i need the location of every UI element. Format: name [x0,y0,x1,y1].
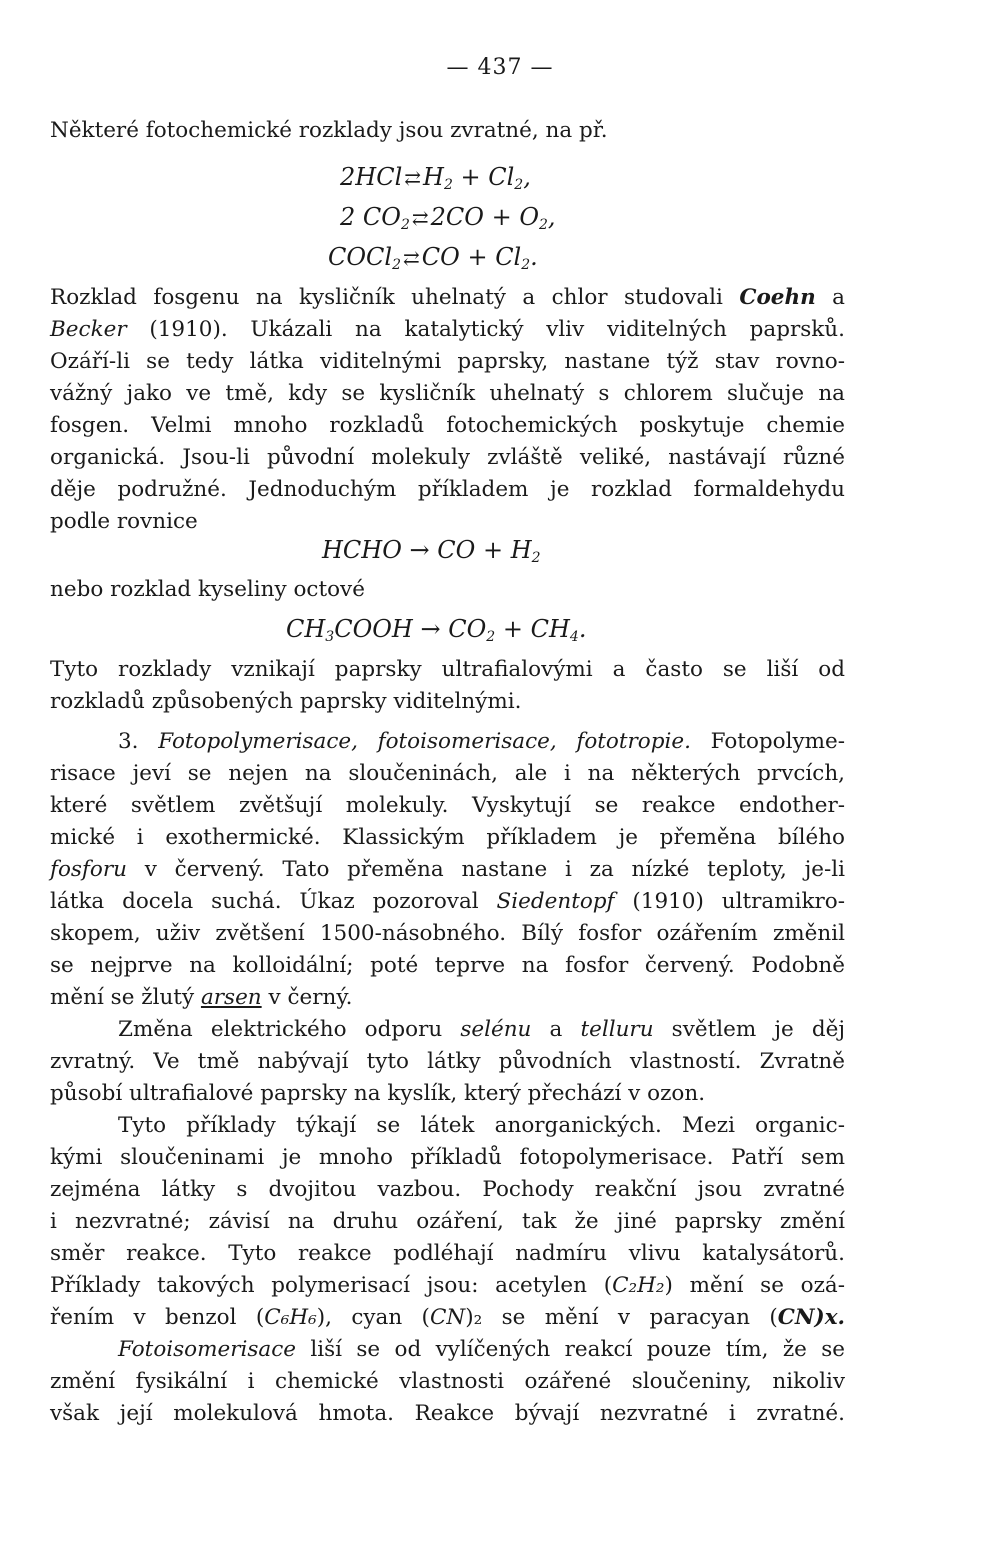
text-line: působí ultrafialové paprsky na kyslík, který přechází v ozon. [50,1081,706,1106]
page-number: — 437 — [446,55,554,80]
text-line: nebo rozklad kyseliny octové [50,577,365,602]
text-line: vážný jako ve tmě, kdy se kysličník uhelnatý s chlorem slučuje na [50,381,845,406]
reversible-arrow-icon: ⇄ [404,166,422,190]
equation-co2: 2 $CO_2$ ⇄2CO + $O_2$, [340,203,556,233]
text-line: zvratný. Ve tmě nabývají tyto látky původních vlastností. Zvratně [50,1049,845,1074]
text-line: směr reakce. Tyto reakce podléhají nadmíru vlivu katalysátorů. [50,1241,845,1266]
text-line: mické i exothermické. Klassickým příkladem je přeměna bílého [50,825,845,850]
text-line: které světlem zvětšují molekuly. Vyskytují se reakce endother- [50,793,845,818]
text-line: podle rovnice [50,509,198,534]
text-line: látka docela suchá. Úkaz pozoroval Siedentopf (1910) ultramikro- [50,889,845,914]
equation-hcho: HCHO → CO + $H_2$ [322,536,541,566]
text-line: rozkladů způsobených paprsky viditelnými. [50,689,522,714]
text-line: Rozklad fosgenu na kysličník uhelnatý a chlor studovali Coehn a [50,285,845,310]
text-line: změní fysikální i chemické vlastnosti ozářené sloučeniny, nikoliv [50,1369,845,1394]
text-line: Tyto příklady týkají se látek anorganických. Mezi organic- [118,1113,845,1138]
text-line: Tyto rozklady vznikají paprsky ultrafialovými a často se liší od [50,657,845,682]
text-line: risace jeví se nejen na sloučeninách, ale i na některých prvcích, [50,761,845,786]
text-line: Fotoisomerisace liší se od vylíčených reakcí pouze tím, že se [118,1337,845,1362]
text-line: kými sloučeninami je mnoho příkladů fotopolymerisace. Patří sem [50,1145,845,1170]
text-line: Změna elektrického odporu selénu a telluru světlem je děj [118,1017,845,1042]
equation-cocl2: COCl$_2$ ⇄CO + $Cl_2$. [328,243,538,273]
text-line: organická. Jsou-li původní molekuly zvláště veliké, nastávají různé [50,445,845,470]
text-line: mění se žlutý arsen v černý. [50,985,353,1010]
reversible-arrow-icon: ⇄ [403,246,420,270]
text-line: fosgen. Velmi mnoho rozkladů fotochemických poskytuje chemie [50,413,845,438]
section-heading-line: 3. Fotopolymerisace, fotoisomerisace, fototropie. Fotopolyme- [118,729,845,754]
text-line: řením v benzol (C₆H₆), cyan (CN)₂ se mění v paracyan (CN)x. [50,1305,845,1330]
text-line: i nezvratné; závisí na druhu ozáření, tak že jiné paprsky změní [50,1209,845,1234]
text-line: děje podružné. Jednoduchým příkladem je rozklad formaldehydu [50,477,845,502]
text-line: se nejprve na kolloidální; poté teprve na fosfor červený. Podobně [50,953,845,978]
text-line: Becker (1910). Ukázali na katalytický vliv viditelných paprsků. [50,317,845,342]
text-line: skopem, uživ zvětšení 1500-násobného. Bílý fosfor ozářením změnil [50,921,845,946]
text-line: fosforu v červený. Tato přeměna nastane i za nízké teploty, je-li [50,857,845,882]
intro-line: Některé fotochemické rozklady jsou zvratné, na př. [50,118,608,143]
text-line: Příklady takových polymerisací jsou: acetylen (C₂H₂) mění se ozá- [50,1273,845,1298]
reversible-arrow-icon: ⇄ [411,206,429,230]
equation-acetic: $CH_3COOH \to CO_2 + CH_4$. [286,615,587,645]
equation-hcl: 2HCl $⇄H_2 + Cl_2$, [340,163,531,193]
text-line: Ozáří-li se tedy látka viditelnými paprsky, nastane týž stav rovno- [50,349,845,374]
reaction-arrow-icon: → [401,536,438,564]
text-line: zejména látky s dvojitou vazbou. Pochody reakční jsou zvratné [50,1177,845,1202]
text-line: však její molekulová hmota. Reakce bývají nezvratné i zvratné. [50,1401,845,1426]
reaction-arrow-icon: → [412,615,449,643]
